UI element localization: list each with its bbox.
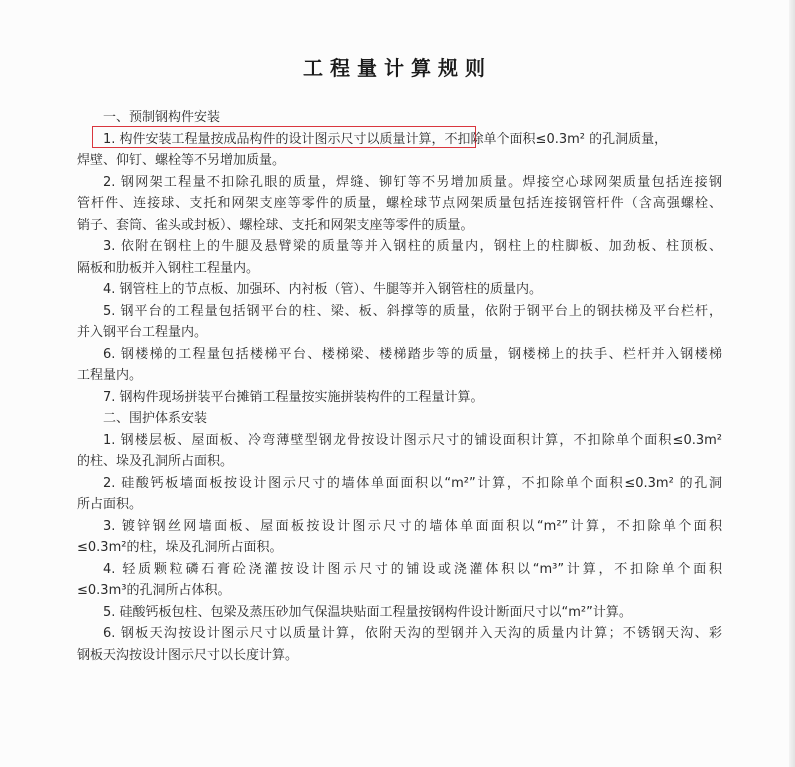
paragraph-2-2-line-1: 2. 硅酸钙板墙面板按设计图示尺寸的墙体单面面积以“m²”计算，不扣除单个面积≤0.3m² 的孔洞 bbox=[103, 475, 722, 491]
paragraph-1-3-line-1: 3. 依附在钢柱上的牛腿及悬臂梁的质量等并入钢柱的质量内，钢柱上的柱脚板、加劲板、柱顶板、 bbox=[103, 239, 722, 254]
paragraph-1-1-line-1 bbox=[77, 129, 722, 151]
paragraph-1-6-line-2: 工程量内。 bbox=[77, 368, 143, 383]
paragraph-1-6-line-1: 6. 钢楼梯的工程量包括楼梯平台、楼梯梁、楼梯踏步等的质量，钢楼梯上的扶手、栏杆并入钢楼梯 bbox=[103, 346, 722, 362]
paragraph-2-6-line-1: 6. 钢板天沟按设计图示尺寸以质量计算，依附天沟的型钢并入天沟的质量内计算；不锈钢天沟、彩 bbox=[103, 626, 722, 641]
paragraph-1-5-line-1: 5. 钢平台的工程量包括钢平台的柱、梁、板、斜撑等的质量，依附于钢平台上的钢扶梯及平台栏杆， bbox=[103, 303, 722, 319]
document-body bbox=[77, 107, 722, 666]
paragraph-2-2-line-2: 所占面积。 bbox=[77, 497, 143, 512]
paragraph-2-1-line-2: 的柱、垛及孔洞所占面积。 bbox=[77, 454, 234, 469]
paragraph-1-3-line-2: 隔板和肋板并入钢柱工程量内。 bbox=[77, 260, 260, 276]
paragraph-2-3-line-1: 3. 镀锌钢丝网墙面板、屋面板按设计图示尺寸的墙体单面面积以“m²”计算，不扣除单个面积 bbox=[103, 518, 722, 534]
section-heading-1: 一、预制钢构件安装 bbox=[103, 110, 221, 125]
paragraph-1-7-line-1: 7. 钢构件现场拼装平台摊销工程量按实施拼装构件的工程量计算。 bbox=[103, 389, 484, 405]
paragraph-2-4-line-1: 4. 轻质颗粒磷石膏砼浇灌按设计图示尺寸的铺设或浇灌体积以“m³”计算，不扣除单个面积 bbox=[103, 561, 722, 577]
highlighted-text: 1. 构件安装工程量按成品构件的设计图示尺寸以质量计算， bbox=[103, 131, 445, 147]
paragraph-2-6-line-2: 钢板天沟按设计图示尺寸以长度计算。 bbox=[77, 647, 299, 663]
paragraph-1-1-line-2: 焊壁、仰钉、螺栓等不另增加质量。 bbox=[77, 153, 286, 168]
paragraph-2-3-line-2: ≤0.3m²的柱，垛及孔洞所占面积。 bbox=[77, 540, 283, 555]
section-heading-2: 二、围护体系安装 bbox=[103, 411, 208, 426]
paragraph-1-4-line-1: 4. 钢管柱上的节点板、加强环、内衬板（管）、牛腿等并入钢管柱的质量内。 bbox=[103, 282, 543, 297]
paragraph-1-2-line-2: 管杆件、连接球、支托和网架支座等零件的质量，螺栓球节点网架质量包括连接钢管杆件（含高强螺栓、 bbox=[77, 196, 722, 211]
paragraph-1-2-line-3: 销子、套筒、雀头或封板）、螺栓球、支托和网架支座等零件的质量。 bbox=[77, 217, 474, 233]
paragraph-1-2-line-1: 2. 钢网架工程量不扣除孔眼的质量，焊缝、铆钉等不另增加质量。焊接空心球网架质量包括连接钢 bbox=[103, 174, 722, 190]
page-edge-shadow bbox=[789, 0, 795, 767]
paragraph-2-4-line-2: ≤0.3m³的孔洞所占体积。 bbox=[77, 583, 231, 598]
paragraph-1-1-rest: 不扣除单个面积≤0.3m² 的孔洞质量， bbox=[444, 131, 668, 147]
page-title: 工程量计算规则 bbox=[303, 56, 492, 80]
paragraph-2-1-line-1: 1. 钢楼层板、屋面板、冷弯薄壁型钢龙骨按设计图示尺寸的铺设面积计算，不扣除单个面积≤0.3m² bbox=[103, 432, 722, 448]
paragraph-2-5-line-1: 5. 硅酸钙板包柱、包梁及蒸压砂加气保温块贴面工程量按钢构件设计断面尺寸以“m²”计算。 bbox=[103, 604, 632, 620]
paragraph-1-5-line-2: 并入钢平台工程量内。 bbox=[77, 325, 208, 340]
